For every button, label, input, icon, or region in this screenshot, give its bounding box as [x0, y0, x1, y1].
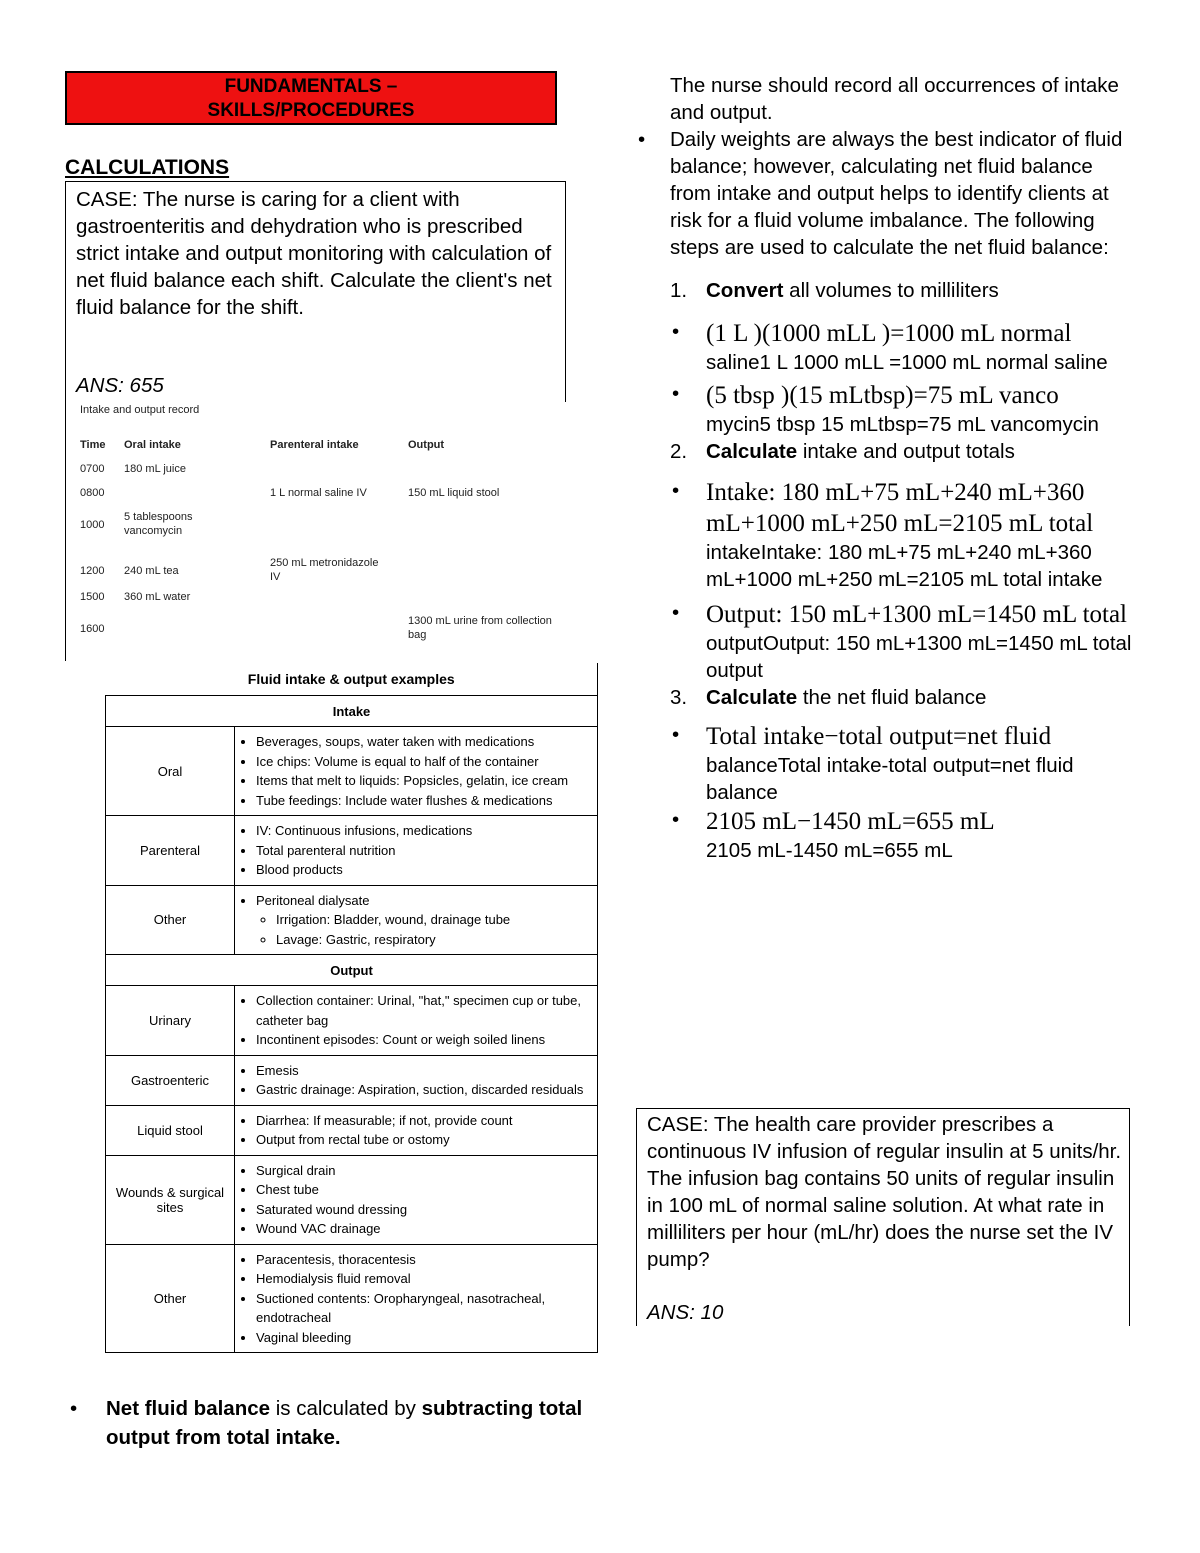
io-record-title: Intake and output record	[80, 404, 200, 416]
step-number: 3.	[670, 686, 688, 709]
list-item: • Ice chips: Volume is equal to half of the container	[256, 752, 596, 772]
list-item: • Beverages, soups, water taken with medications	[256, 732, 596, 752]
list-item: • Output from rectal tube or ostomy	[256, 1130, 596, 1150]
io-cell: 250 mL metronidazole IV	[270, 557, 379, 583]
net-balance-bold-2: subtracting total output from total intake.	[106, 1397, 583, 1449]
math-item	[638, 318, 1138, 376]
table-caption: Fluid intake & output examples	[106, 663, 598, 696]
io-cell: 1200	[80, 565, 105, 577]
table-row	[106, 1055, 598, 1105]
net-balance-term: Net fluid balance	[106, 1397, 271, 1420]
math-text: mycin5 tbsp 15 mLtbsp=75 mL vancomycin	[706, 413, 1099, 436]
bullet-icon: •	[672, 808, 680, 831]
bullet-icon: •	[672, 601, 680, 624]
case-box-2	[636, 1108, 1130, 1326]
math-expression: Total intake−total output=net fluid	[706, 723, 1052, 750]
list-item: • Wound VAC drainage	[256, 1219, 596, 1239]
list-item: • Chest tube	[256, 1180, 596, 1200]
list-item: • Suctioned contents: Oropharyngeal, nasotracheal, endotracheal	[256, 1289, 596, 1328]
io-record-row	[80, 556, 570, 590]
row-label: Parenteral	[106, 816, 235, 886]
io-cell: 360 mL water	[124, 591, 191, 603]
step-2	[638, 438, 1138, 465]
fluid-examples-table	[105, 663, 598, 1353]
io-record-header	[80, 438, 570, 462]
io-record-row	[80, 590, 570, 614]
list-item: • Incontinent episodes: Count or weigh soiled linens	[256, 1030, 596, 1050]
io-cell: 0800	[80, 487, 105, 499]
math-expression: Intake: 180 mL+75 mL+240 mL+360 mL+1000 mL+250 mL=2105 mL total	[706, 479, 1094, 537]
row-label: Other	[106, 1244, 235, 1353]
intake-output-record	[80, 404, 570, 644]
math-item	[638, 721, 1138, 806]
math-expression: (5 tbsp )(15 mLtbsp)=75 mL vanco	[706, 382, 1059, 409]
case-2-text: CASE: The health care provider prescribes a continuous IV infusion of regular insulin at 5 units/hr. The infusion bag contains 50 units of regular insulin in 100 mL of normal saline solution. At what rate in milliliters per hour (mL/hr) does the nurse set the IV pump?	[647, 1113, 1122, 1271]
math-expression: (1 L )(1000 mLL )=1000 mL normal	[706, 320, 1072, 347]
list-item: • Diarrhea: If measurable; if not, provide count	[256, 1111, 596, 1131]
case-2-answer: ANS: 10	[647, 1301, 724, 1324]
table-row	[106, 727, 598, 816]
step-text: the net fluid balance	[797, 686, 987, 709]
step-text: all volumes to milliliters	[783, 279, 999, 302]
list-item: • Total parenteral nutrition	[256, 841, 596, 861]
sub-list-item: ◦ Lavage: Gastric, respiratory	[276, 930, 596, 950]
net-balance-continuation: The nurse should record all occurrences of intake and output.	[670, 74, 1119, 124]
io-cell: 240 mL tea	[124, 565, 179, 577]
step-3	[638, 684, 1138, 711]
math-text: intakeIntake: 180 mL+75 mL+240 mL+360 mL+1000 mL+250 mL=2105 mL total intake	[706, 541, 1103, 591]
io-cell: 1000	[80, 519, 105, 531]
math-text: 2105 mL-1450 mL=655 mL	[706, 839, 953, 862]
list-item: • Tube feedings: Include water flushes & medications	[256, 791, 596, 811]
list-item: • Blood products	[256, 860, 596, 880]
list-item: • Items that melt to liquids: Popsicles, gelatin, ice cream	[256, 771, 596, 791]
bullet-icon: •	[672, 479, 680, 502]
row-label: Other	[106, 885, 235, 955]
io-header-cell: Time	[80, 439, 106, 451]
right-column	[638, 72, 1138, 864]
math-item	[638, 477, 1138, 593]
io-cell: 0700	[80, 463, 105, 475]
table-row	[106, 1155, 598, 1244]
bullet-icon: •	[672, 382, 680, 405]
bullet-icon: •	[70, 1397, 78, 1420]
io-header-cell: Parenteral intake	[270, 439, 359, 451]
title-line-1: FUNDAMENTALS –	[224, 76, 398, 97]
math-expression: Output: 150 mL+1300 mL=1450 mL total	[706, 601, 1127, 628]
row-label: Oral	[106, 727, 235, 816]
net-balance-text	[106, 1394, 606, 1452]
io-cell: 150 mL liquid stool	[408, 487, 500, 499]
step-verb: Calculate	[706, 686, 798, 709]
math-text: outputOutput: 150 mL+1300 mL=1450 mL total output	[706, 632, 1132, 682]
list-item: • Emesis	[256, 1061, 596, 1081]
math-item	[638, 380, 1138, 438]
case-1-answer: ANS: 655	[76, 374, 164, 397]
list-item: • Hemodialysis fluid removal	[256, 1269, 596, 1289]
math-text: balanceTotal intake-total output=net fluid balance	[706, 754, 1074, 804]
net-balance-text-1: is calculated by	[270, 1397, 422, 1420]
daily-weights-text: Daily weights are always the best indicator of fluid balance; however, calculating net fluid balance from intake and output helps to identify clients at risk for a fluid volume imbalance. The following steps are used to calculate the net fluid balance:	[670, 128, 1123, 259]
bullet-icon: •	[672, 723, 680, 746]
list-item: • Surgical drain	[256, 1161, 596, 1181]
intake-section-header: Intake	[106, 696, 598, 727]
io-cell: 1500	[80, 591, 105, 603]
io-cell: 1 L normal saline IV	[270, 487, 367, 499]
list-item: • Saturated wound dressing	[256, 1200, 596, 1220]
list-item-text: Peritoneal dialysate	[256, 892, 370, 908]
list-item: • Paracentesis, thoracentesis	[256, 1250, 596, 1270]
step-1	[638, 277, 1138, 304]
io-cell: 1600	[80, 623, 105, 635]
io-cell: 1300 mL urine from collection bag	[408, 615, 552, 641]
step-number: 1.	[670, 279, 688, 302]
io-record-row	[80, 614, 570, 644]
table-row	[106, 986, 598, 1056]
table-row	[106, 1105, 598, 1155]
list-item: • IV: Continuous infusions, medications	[256, 821, 596, 841]
output-section-header: Output	[106, 955, 598, 986]
sub-list-item: ◦ Irrigation: Bladder, wound, drainage tube	[276, 910, 596, 930]
case-box-1	[65, 181, 566, 661]
io-record-row	[80, 510, 570, 556]
step-verb: Calculate	[706, 440, 798, 463]
step-text: intake and output totals	[797, 440, 1015, 463]
row-label: Wounds & surgical sites	[106, 1155, 235, 1244]
table-row	[106, 885, 598, 955]
math-text: saline1 L 1000 mLL =1000 mL normal saline	[706, 351, 1108, 374]
math-item	[638, 599, 1138, 684]
case-1-text: CASE: The nurse is caring for a client with gastroenteritis and dehydration who is prescribed strict intake and output monitoring with calculation of net fluid balance each shift. Calculate the client's net fluid balance for the shift.	[76, 188, 552, 319]
io-cell: 5 tablespoons vancomycin	[124, 511, 193, 537]
row-label: Gastroenteric	[106, 1055, 235, 1105]
bullet-icon: •	[672, 320, 680, 343]
title-line-2: SKILLS/PROCEDURES	[207, 100, 415, 121]
io-record-row	[80, 486, 570, 510]
step-verb: Convert	[706, 279, 784, 302]
row-label: Liquid stool	[106, 1105, 235, 1155]
table-row	[106, 1244, 598, 1353]
page-title	[65, 71, 557, 125]
list-item: • Collection container: Urinal, "hat," specimen cup or tube, catheter bag	[256, 991, 596, 1030]
step-number: 2.	[670, 440, 688, 463]
io-record-row	[80, 462, 570, 486]
list-item: • Gastric drainage: Aspiration, suction, discarded residuals	[256, 1080, 596, 1100]
io-header-cell: Oral intake	[124, 439, 181, 451]
math-item	[638, 806, 1138, 864]
list-item: • Vaginal bleeding	[256, 1328, 596, 1348]
daily-weights-bullet	[638, 126, 1138, 261]
math-expression: 2105 mL−1450 mL=655 mL	[706, 808, 995, 835]
list-item	[256, 891, 596, 950]
bullet-icon: •	[638, 128, 646, 151]
io-header-cell: Output	[408, 439, 445, 451]
section-heading: CALCULATIONS	[65, 156, 230, 179]
row-label: Urinary	[106, 986, 235, 1056]
table-row	[106, 816, 598, 886]
io-cell: 180 mL juice	[124, 463, 186, 475]
